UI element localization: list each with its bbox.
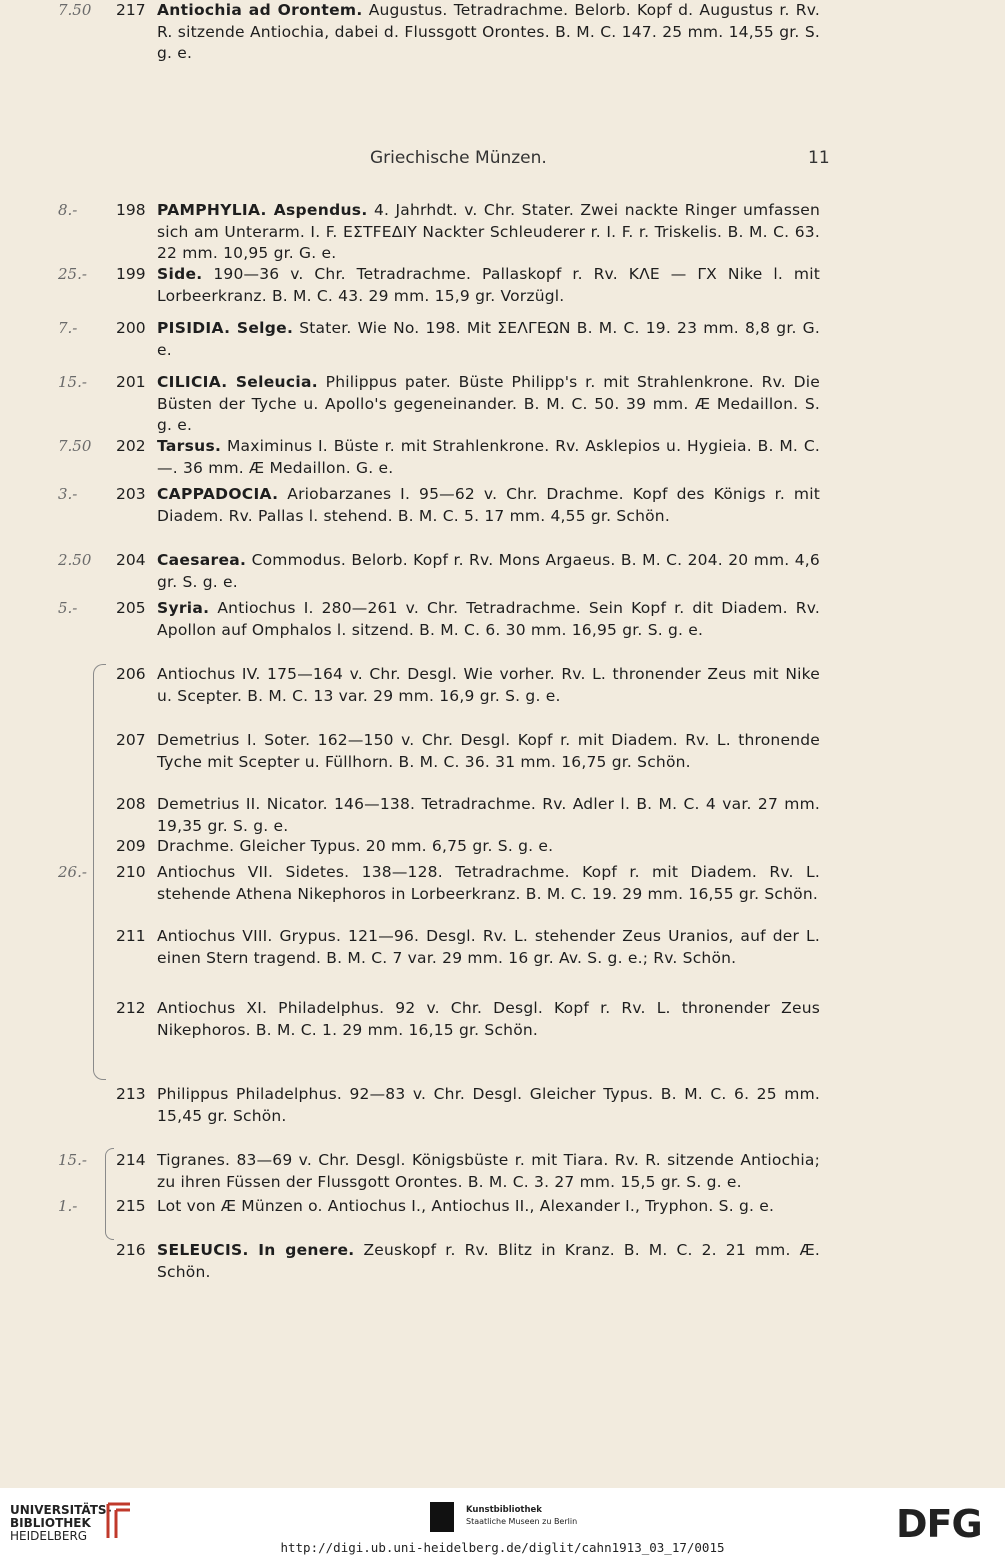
handwritten-price: 3.- [58, 485, 78, 503]
kb-line-1: Kunstbibliothek [466, 1505, 542, 1515]
catalogue-entry-212 [100, 998, 820, 1041]
entry-description: Tigranes. 83—69 v. Chr. Desgl. Königsbüste r. mit Tiara. Rv. R. sitzende Antiochia; zu ihren Füssen der Flussgott Orontes. B. M. C. 3. 27 mm. 15,5 gr. S. g. e. [157, 1151, 820, 1191]
handwritten-price: 7.50 [58, 437, 92, 455]
entry-description: Ariobarzanes I. 95—62 v. Chr. Drachme. Kopf des Königs r. mit Diadem. Rv. Pallas l. stehend. B. M. C. 5. 17 mm. 4,55 gr. Schön. [157, 485, 820, 525]
catalogue-entry-199 [58, 264, 820, 307]
catalogue-entry-211 [100, 926, 820, 969]
lot-number: 213 [116, 1085, 146, 1103]
entry-description: Philippus pater. Büste Philipp's r. mit Strahlenkrone. Rv. Die Büsten der Tyche u. Apollo's gegeneinander. B. M. C. 50. 39 mm. Æ Medaillon. S. g. e. [157, 373, 821, 434]
lot-number: 217 [116, 1, 146, 19]
entry-description: 190—36 v. Chr. Tetradrachme. Pallaskopf r. Rv. ΚΛΕ — ΓΧ Nike l. mit Lorbeerkranz. B. M. C. 43. 29 mm. 15,9 gr. Vorzügl. [157, 265, 820, 305]
margin-bracket-206-213 [93, 664, 106, 1080]
entry-description: Antiochus VII. Sidetes. 138—128. Tetradrachme. Kopf r. mit Diadem. Rv. L. stehende Athena Nikephoros in Lorbeerkranz. B. M. C. 19. 29 mm. 16,55 gr. Schön. [157, 863, 820, 903]
handwritten-price: 15.- [58, 373, 87, 391]
catalogue-entry-214 [58, 1150, 820, 1193]
catalogue-entry-204 [58, 550, 820, 593]
entry-heading: Side. [157, 265, 203, 283]
page-number: 11 [808, 148, 830, 168]
entry-heading: SELEUCIS. In genere. [157, 1241, 355, 1259]
catalogue-entry-209 [100, 836, 820, 858]
catalogue-entry-201 [58, 372, 821, 437]
catalogue-entry-200 [58, 318, 820, 361]
kb-line-2: Staatliche Museen zu Berlin [466, 1517, 578, 1526]
lot-number: 212 [116, 999, 146, 1017]
catalogue-entry-217 [58, 0, 820, 65]
catalogue-entry-210 [58, 862, 820, 905]
catalogue-entry-208 [100, 794, 820, 837]
entry-description: Demetrius II. Nicator. 146—138. Tetradrachme. Rv. Adler l. B. M. C. 4 var. 27 mm. 19,35 gr. S. g. e. [157, 795, 820, 835]
uni-line-1: UNIVERSITÄTS- [10, 1503, 112, 1517]
entry-heading: Caesarea. [157, 551, 247, 569]
entry-description: Antiochus XI. Philadelphus. 92 v. Chr. Desgl. Kopf r. Rv. L. thronender Zeus Nikephoros. B. M. C. 1. 29 mm. 16,15 gr. Schön. [157, 999, 820, 1039]
handwritten-price: 5.- [58, 599, 78, 617]
catalogue-entry-203 [58, 484, 820, 527]
lot-number: 209 [116, 837, 146, 855]
margin-bracket-215-216 [105, 1148, 114, 1240]
entry-heading: PAMPHYLIA. Aspendus. [157, 201, 368, 219]
running-title: Griechische Münzen. [370, 148, 547, 168]
catalogue-entry-206 [100, 664, 820, 707]
catalogue-entry-205 [58, 598, 820, 641]
lot-number: 203 [116, 485, 146, 503]
catalogue-entry-198 [58, 200, 821, 265]
lot-number: 210 [116, 863, 146, 881]
catalogue-entry-216 [100, 1240, 820, 1283]
handwritten-price: 8.- [58, 201, 78, 219]
entry-description: Commodus. Belorb. Kopf r. Rv. Mons Argaeus. B. M. C. 204. 20 mm. 4,6 gr. S. g. e. [157, 551, 820, 591]
catalogue-entry-202 [58, 436, 820, 479]
lot-number: 214 [116, 1151, 146, 1169]
lot-number: 201 [116, 373, 146, 391]
handwritten-price: 7.50 [58, 1, 92, 19]
catalogue-entry-213 [100, 1084, 820, 1127]
entry-description: Antiochus I. 280—261 v. Chr. Tetradrachme. Sein Kopf r. dit Diadem. Rv. Apollon auf Omphalos l. sitzend. B. M. C. 6. 30 mm. 16,95 gr. S. g. e. [157, 599, 820, 639]
entry-heading: CAPPADOCIA. [157, 485, 279, 503]
lot-number: 199 [116, 265, 146, 283]
entry-description: Antiochus IV. 175—164 v. Chr. Desgl. Wie vorher. Rv. L. thronender Zeus mit Nike u. Scepter. B. M. C. 13 var. 29 mm. 16,9 gr. S. g. e. [157, 665, 820, 705]
lot-number: 198 [116, 201, 146, 219]
lot-number: 215 [116, 1197, 146, 1215]
permalink-url[interactable]: http://digi.ub.uni-heidelberg.de/diglit/cahn1913_03_17/0015 [280, 1540, 725, 1555]
handwritten-price: 1.- [58, 1197, 78, 1215]
entry-description: Philippus Philadelphus. 92—83 v. Chr. Desgl. Gleicher Typus. B. M. C. 6. 25 mm. 15,45 gr. Schön. [157, 1085, 820, 1125]
handwritten-price: 2.50 [58, 551, 92, 569]
uni-heidelberg-logo-icon [100, 1500, 134, 1540]
entry-heading: Tarsus. [157, 437, 222, 455]
entry-heading: CILICIA. Seleucia. [157, 373, 318, 391]
lot-number: 205 [116, 599, 146, 617]
lot-number: 206 [116, 665, 146, 683]
entry-description: Stater. Wie No. 198. Mit ΣΕΛΓΕΩΝ B. M. C. 19. 23 mm. 8,8 gr. G. e. [157, 319, 820, 359]
lot-number: 200 [116, 319, 146, 337]
lot-number: 211 [116, 927, 146, 945]
entry-description: Drachme. Gleicher Typus. 20 mm. 6,75 gr. S. g. e. [157, 837, 554, 855]
handwritten-price: 25.- [58, 265, 87, 283]
entry-heading: PISIDIA. Selge. [157, 319, 294, 337]
handwritten-price: 15.- [58, 1151, 87, 1169]
catalogue-entry-215 [58, 1196, 820, 1218]
entry-description: Maximinus I. Büste r. mit Strahlenkrone. Rv. Asklepios u. Hygieia. B. M. C. —. 36 mm. Æ Medaillon. G. e. [157, 437, 820, 477]
catalogue-entry-207 [100, 730, 820, 773]
entry-description: Zeuskopf r. Rv. Blitz in Kranz. B. M. C. 2. 21 mm. Æ. Schön. [157, 1241, 820, 1281]
lot-number: 216 [116, 1241, 146, 1259]
entry-description: 4. Jahrhdt. v. Chr. Stater. Zwei nackte Ringer umfassen sich am Unterarm. I. F. ΕΣΤFΕΔΙΥ Nackter Schleuderer r. I. F. r. Triskelis. B. M. C. 63. 22 mm. 10,95 gr. G. e. [157, 201, 821, 262]
kunstbibliothek-icon [430, 1502, 454, 1532]
lot-number: 208 [116, 795, 146, 813]
entry-description: Augustus. Tetradrachme. Belorb. Kopf d. Augustus r. Rv. R. sitzende Antiochia, dabei d. Flussgott Orontes. B. M. C. 147. 25 mm. 14,55 gr. S. g. e. [157, 1, 820, 62]
lot-number: 204 [116, 551, 146, 569]
uni-line-3: HEIDELBERG [10, 1529, 88, 1543]
handwritten-price: 26.- [58, 863, 87, 881]
lot-number: 202 [116, 437, 146, 455]
uni-line-2: BIBLIOTHEK [10, 1516, 91, 1530]
entry-description: Antiochus VIII. Grypus. 121—96. Desgl. Rv. L. stehender Zeus Uranios, auf der L. einen Stern tragend. B. M. C. 7 var. 29 mm. 16 gr. Av. S. g. e.; Rv. Schön. [157, 927, 820, 967]
entry-heading: Syria. [157, 599, 210, 617]
entry-description: Demetrius I. Soter. 162—150 v. Chr. Desgl. Kopf r. mit Diadem. Rv. L. thronende Tyche mit Scepter u. Füllhorn. B. M. C. 36. 31 mm. 16,75 gr. Schön. [157, 731, 820, 771]
uni-heidelberg-logo-text[interactable] [10, 1504, 112, 1543]
entry-description: Lot von Æ Münzen o. Antiochus I., Antiochus II., Alexander I., Tryphon. S. g. e. [157, 1197, 775, 1215]
dfg-logo[interactable]: DFG [896, 1502, 982, 1546]
handwritten-price: 7.- [58, 319, 78, 337]
entry-heading: Antiochia ad Orontem. [157, 1, 363, 19]
lot-number: 207 [116, 731, 146, 749]
